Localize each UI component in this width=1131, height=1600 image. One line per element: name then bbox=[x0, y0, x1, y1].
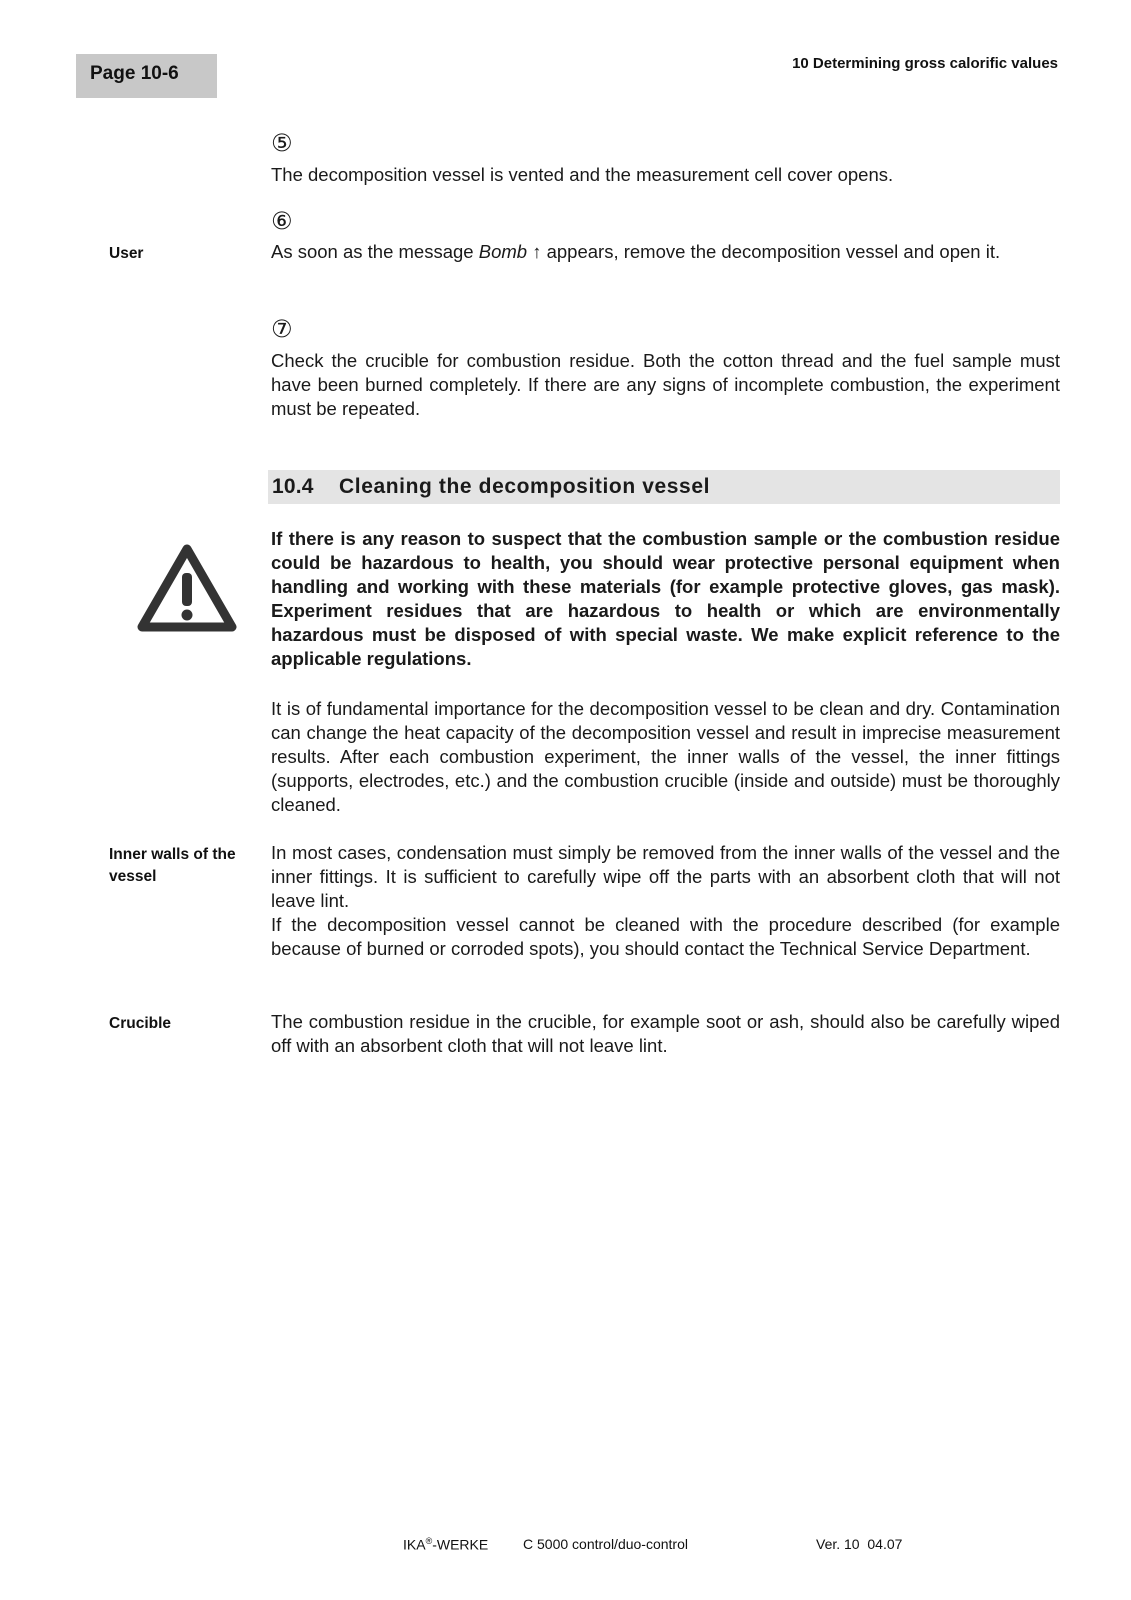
section-title: Cleaning the decomposition vessel bbox=[339, 475, 711, 498]
paragraph-importance: It is of fundamental importance for the decomposition vessel to be clean and dry. Contamination can change the heat capacity of the decomposition vessel and result in imprecise measurement results. After each combustion experiment, the inner walls of the vessel, the inner fittings (supports, electrodes, etc.) and the combustion crucible (inside and outside) must be thoroughly cleaned. bbox=[271, 698, 1060, 815]
paragraph-inner-walls-1: In most cases, condensation must simply be removed from the inner walls of the vessel and the inner fittings. It is sufficient to carefully wipe off the parts with an absorbent cloth that will not leave lint. bbox=[271, 842, 1060, 911]
chapter-title: 10 Determining gross calorific values bbox=[792, 55, 1058, 72]
step-6-number: ⑥ bbox=[271, 208, 293, 235]
margin-label-crucible: Crucible bbox=[109, 1015, 172, 1032]
section-heading-bar bbox=[268, 470, 1060, 504]
footer-brand-name: IKA bbox=[403, 1536, 426, 1553]
footer-version: Ver. 10 04.07 bbox=[816, 1536, 903, 1552]
footer-brand-suffix: -WERKE bbox=[432, 1536, 489, 1553]
step-6-text-after: appears, remove the decomposition vessel and open it. bbox=[541, 241, 1001, 262]
footer-brand bbox=[403, 1536, 488, 1553]
registered-mark: ® bbox=[425, 1536, 433, 1546]
step-7-number: ⑦ bbox=[271, 316, 293, 343]
step-5-text: The decomposition vessel is vented and the measurement cell cover opens. bbox=[271, 164, 894, 185]
paragraph-inner-walls-2: If the decomposition vessel cannot be cleaned with the procedure described (for example because of burned or corroded spots), you should contact the Technical Service Department. bbox=[271, 914, 1060, 959]
step-7-text: Check the crucible for combustion residue. Both the cotton thread and the fuel sample must have been burned completely. If there are any signs of incomplete combustion, the experiment must be repeated. bbox=[271, 350, 1060, 419]
section-number: 10.4 bbox=[272, 475, 314, 498]
warning-text: If there is any reason to suspect that the combustion sample or the combustion residue could be hazardous to health, you should wear protective personal equipment when handling and working with these materials (for example protective gloves, gas mask). Experiment residues that are hazardous to health or which are environmentally hazardous must be disposed of with special waste. We make explicit reference to the applicable regulations. bbox=[271, 528, 1060, 669]
arrow-up-icon: ↑ bbox=[527, 241, 542, 262]
paragraph-inner-walls bbox=[271, 841, 1060, 961]
page-number: Page 10-6 bbox=[90, 63, 179, 84]
paragraph-crucible: The combustion residue in the crucible, for example soot or ash, should also be carefully wiped off with an absorbent cloth that will not leave lint. bbox=[271, 1011, 1060, 1056]
step-6-text-before: As soon as the message bbox=[271, 241, 479, 262]
message-bomb: Bomb bbox=[478, 241, 528, 262]
step-6-text bbox=[271, 240, 1060, 264]
footer-model: C 5000 control/duo-control bbox=[523, 1536, 688, 1552]
page-number-box bbox=[76, 54, 217, 98]
margin-label-user: User bbox=[109, 245, 144, 262]
warning-triangle-icon bbox=[136, 543, 238, 635]
margin-label-inner-walls: Inner walls of the vessel bbox=[109, 846, 236, 885]
step-5-number: ⑤ bbox=[271, 130, 293, 157]
